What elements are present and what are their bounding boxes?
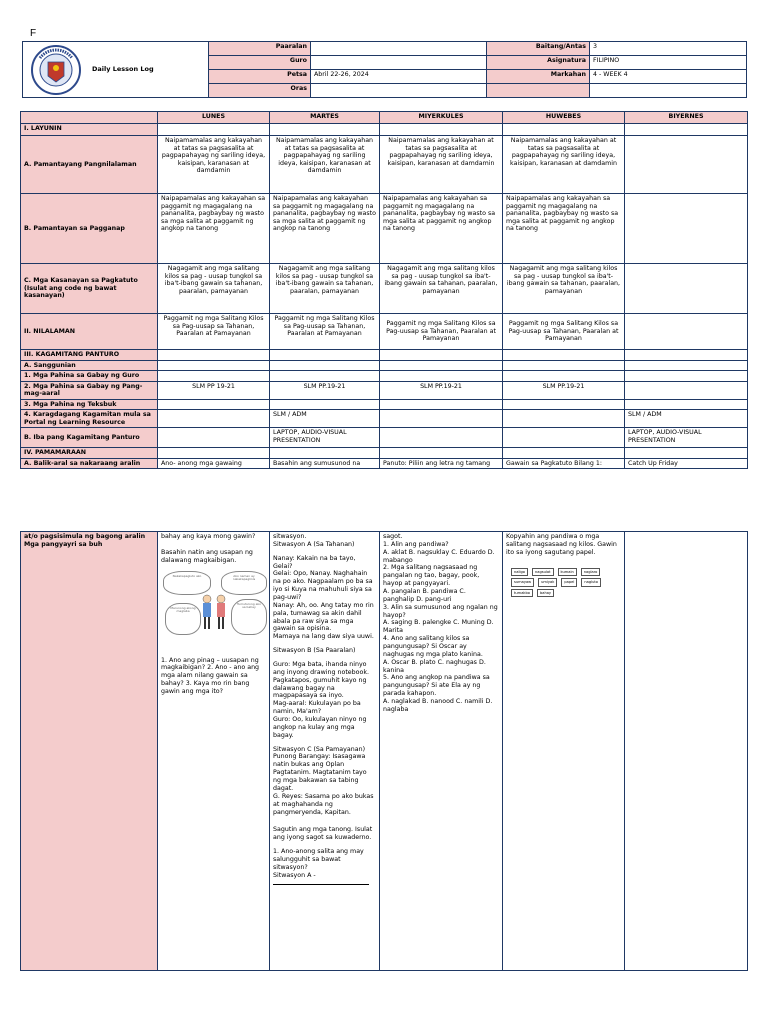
word-box: tumakbo	[511, 589, 533, 597]
empty-value	[590, 84, 747, 98]
a-miyerkules: Naipamamalas ang kakayahan at tatas sa pagsasalita at pagpapahayag ng sariling ideya, kaisipan, karanasan at damdamin	[380, 136, 503, 194]
balik-aral-label: A. Balik-aral sa nakaraang aralin	[21, 458, 158, 469]
pamantayan-pagganap-label: B. Pamantayan sa Pagganap	[21, 194, 158, 264]
word-box: nagluto	[581, 578, 601, 586]
petsa-value: Abril 22-26, 2024	[311, 70, 487, 84]
nil-huwebes: Paggamit ng mga Salitang Kilos sa Pag-uusap sa Tahanan, Paaralan at Pamayanan	[503, 314, 625, 350]
tue-sitwasyon-b-title: Sitwasyon B (Sa Paaralan)	[273, 647, 356, 655]
karag-biyernes: SLM / ADM	[625, 410, 748, 428]
day-miyerkules: MIYERKULES	[380, 112, 503, 124]
deped-seal-icon	[26, 44, 86, 96]
guro-value	[311, 56, 487, 70]
sanggunian-label: A. Sanggunian	[21, 360, 158, 371]
iba-biyernes: LAPTOP, AUDIO-VISUAL PRESENTATION	[625, 428, 748, 448]
layunin-label: I. LAYUNIN	[21, 124, 158, 136]
baitang-value: 3	[590, 42, 747, 56]
corner-cell	[21, 112, 158, 124]
tue-question: 1. Ano-anong salita ang may salungguhit sa bawat sitwasyon? Sitwasyon A -	[273, 848, 364, 879]
petsa-label: Petsa	[209, 70, 311, 84]
speech-bubble-2: Ako naman ay nakakapaglinis	[221, 571, 267, 595]
word-box: papel	[561, 578, 577, 586]
cont-biyernes	[625, 532, 748, 971]
day-biyernes: BIYERNES	[625, 112, 748, 124]
b-miyerkules: Naipapamalas ang kakayahan sa paggamit ng magagalang na pananalita, pagbaybay ng wasto sa mga salita at paggamit ng angkop na tanong	[380, 194, 503, 264]
day-martes: MARTES	[270, 112, 380, 124]
speech-bubble-1: Nakakapagluto ako	[163, 571, 211, 595]
a-lunes: Naipamamalas ang kakayahan at tatas sa pagsasalita at pagpapahayag ng sariling ideya, kaisipan, karanasan at damdamin	[158, 136, 270, 194]
header-table	[22, 41, 747, 98]
speech-bubble-3: Marunong akong maglaba	[165, 603, 201, 635]
mag-martes: SLM PP.19-21	[270, 381, 380, 399]
word-box: kumain	[558, 568, 577, 576]
a-martes: Naipamamalas ang kakayahan at tatas sa pagsasalita at pagpapahayag ng sariling ideya, kaisipan, karanasan at damdamin	[270, 136, 380, 194]
nil-martes: Paggamit ng mga Salitang Kilos sa Pag-uusap sa Tahanan, Paaralan at Pamayanan	[270, 314, 380, 350]
guro-label: Guro	[209, 56, 311, 70]
pamantayang-pangnilalaman-label: A. Pamantayang Pangnilalaman	[21, 136, 158, 194]
tue-sitwasyon-a: Nanay: Kakain na ba tayo, Gelai? Gelai: Opo, Nanay. Naghahain na po ako. Nagpaalam po ba sa iyo si Kuya na mahuhuli siya sa pag-uwi? Nanay: Ah, oo. Ang tatay mo rin pala, tumawag sa akin dahil abala pa raw siya sa mga gawain sa opisina. Mamaya na lang daw siya uuwi.	[273, 554, 374, 641]
teksbuk-label: 3. Mga Pahina ng Teksbuk	[21, 399, 158, 410]
balik-huwebes: Gawain sa Pagkatuto Bilang 1:	[503, 458, 625, 469]
gabay-mag-aaral-label: 2. Mga Pahina sa Gabay ng Pang-mag-aaral	[21, 381, 158, 399]
logo-cell	[23, 42, 209, 98]
speech-bubble-4: Tumutulong ako sa bahay	[231, 599, 267, 635]
conversation-illustration	[161, 569, 266, 649]
day-huwebes: HUWEBES	[503, 112, 625, 124]
answer-line	[273, 884, 369, 885]
paaralan-label: Paaralan	[209, 42, 311, 56]
karag-martes: SLM / ADM	[270, 410, 380, 428]
cont-miyerkules: sagot. 1. Alin ang pandiwa? A. aklat B. nagsuklay C. Eduardo D. mabango 2. Mga salitang nagsasaad ng pangalan ng tao, bagay, pook, hayop at pangyayari. A. pangalan B. pandiwa C. panghalip D. pang-uri 3. Alin sa sumusunod ang ngalan ng hayop? A. saging B. palengke C. Muning D. Marita 4. Ano ang salitang kilos sa pangungusap? Si Oscar ay naghugas ng mga plato kanina. A. Oscar B. plato C. naghugas D. kanina 5. Ano ang angkop na pandiwa sa pangungusap? Si ate Ela ay ng parada kahapon. A. naglakad B. nanood C. namili D. naglaba	[380, 532, 503, 971]
pamamaraan-label: IV. PAMAMARAAN	[21, 448, 158, 459]
kasanayan-label: C. Mga Kasanayan sa Pagkatuto (Isulat ang code ng bawat kasanayan)	[21, 264, 158, 314]
children-figures-icon	[199, 593, 229, 639]
c-miyerkules: Nagagamit ang mga salitang kilos sa pag - uusap tungkol sa iba't-ibang gawain sa tahanan, paaralan, pamayanan	[380, 264, 503, 314]
pagsisimula-label: at/o pagsisimula ng bagong aralin Mga pangyayri sa buh	[21, 532, 158, 971]
word-box: naligo	[511, 568, 528, 576]
balik-lunes: Ano- anong mga gawaing	[158, 458, 270, 469]
word-box: umiyak	[538, 578, 557, 586]
cont-huwebes	[503, 532, 625, 971]
b-martes: Naipapamalas ang kakayahan sa paggamit ng magagalang na pananalita, pagbaybay ng wasto sa mga salita at paggamit ng angkop na tanong	[270, 194, 380, 264]
markahan-label: Markahan	[487, 70, 590, 84]
markahan-value: 4 - WEEK 4	[590, 70, 747, 84]
nilalaman-label: II. NILALAMAN	[21, 314, 158, 350]
baitang-label: Baitang/Antas	[487, 42, 590, 56]
asignatura-label: Asignatura	[487, 56, 590, 70]
word-box: bahay	[537, 589, 554, 597]
oras-label: Oras	[209, 84, 311, 98]
tue-instructions: Sagutin ang mga tanong. Isulat ang iyong sagot sa kuwaderno.	[273, 826, 373, 842]
karagdagang-label: 4. Karagdagang Kagamitan mula sa Portal ng Learning Resource	[21, 410, 158, 428]
word-box: sumayaw	[511, 578, 534, 586]
balik-miyerkules: Panuto: Piliin ang letra ng tamang	[380, 458, 503, 469]
thu-instructions: Kopyahin ang pandiwa o mga salitang nagsasaad ng kilos. Gawin ito sa iyong sagutang papel.	[506, 533, 617, 556]
day-lunes: LUNES	[158, 112, 270, 124]
cont-lunes	[158, 532, 270, 971]
cont-martes	[270, 532, 380, 971]
page-mark: F	[30, 28, 37, 39]
tue-sitwasyon-c: Sitwasyon C (Sa Pamayanan) Punong Barangay: Isasagawa natin bukas ang Oplan Pagtatanim. Magtatanim tayo ng mga bakawan sa tabing dagat. G. Reyes: Sasama po ako bukas at maghahanda ng pangmeryenda, Kapitan.	[273, 745, 374, 816]
paaralan-value	[311, 42, 487, 56]
balik-martes: Basahin ang sumusunod na	[270, 458, 380, 469]
a-huwebes: Naipamamalas ang kakayahan at tatas sa pagsasalita at pagpapahayag ng sariling ideya, kaisipan, karanasan at damdamin	[503, 136, 625, 194]
c-martes: Nagagamit ang mga salitang kilos sa pag - uusap tungkol sa iba't-ibang gawain sa tahanan, paaralan, pamayanan	[270, 264, 380, 314]
word-bank	[506, 567, 621, 598]
word-box: naglaro	[581, 568, 601, 576]
oras-value	[311, 84, 487, 98]
asignatura-value: FILIPINO	[590, 56, 747, 70]
dll-title: Daily Lesson Log	[92, 64, 154, 73]
nil-lunes: Paggamit ng mga Salitang Kilos sa Pag-uusap sa Tahanan, Paaralan at Pamayanan	[158, 314, 270, 350]
continuation-table	[20, 531, 748, 971]
nil-miyerkules: Paggamit ng mga Salitang Kilos sa Pag-uusap sa Tahanan, Paaralan at Pamayanan	[380, 314, 503, 350]
tue-intro: sitwasyon. Sitwasyon A (Sa Tahanan)	[273, 533, 355, 548]
b-lunes: Naipapamalas ang kakayahan sa paggamit ng magagalang na pananalita, pagbaybay ng wasto sa mga salita at paggamit ng angkop na tanong	[158, 194, 270, 264]
mag-lunes: SLM PP 19-21	[158, 381, 270, 399]
empty-label	[487, 84, 590, 98]
iba-pang-label: B. Iba pang Kagamitang Panturo	[21, 428, 158, 448]
c-lunes: Nagagamit ang mga salitang kilos sa pag - uusap tungkol sa iba't-ibang gawain sa tahanan, paaralan, pamayanan	[158, 264, 270, 314]
kagamitan-label: III. KAGAMITANG PANTURO	[21, 350, 158, 361]
mag-huwebes: SLM PP.19-21	[503, 381, 625, 399]
lesson-table	[20, 111, 748, 469]
c-huwebes: Nagagamit ang mga salitang kilos sa pag - uusap tungkol sa iba't-ibang gawain sa tahanan, paaralan, pamayanan	[503, 264, 625, 314]
mon-instruction: Basahin natin ang usapan ng dalawang magkaibigan.	[161, 548, 253, 564]
mag-miyerkules: SLM PP.19-21	[380, 381, 503, 399]
word-box: nagsulat	[532, 568, 554, 576]
tue-sitwasyon-b: Guro: Mga bata, ihanda ninyo ang inyong drawing notebook. Pagkatapos, gumuhit kayo ng dalawang bagay na magpapasaya sa inyo. Mag-aaral: Kukulayan po ba namin, Ma'am? Guro: Oo, kukulayan ninyo ng angkop na kulay ang mga bagay.	[273, 661, 370, 739]
mon-questions: 1. Ano ang pinag – uusapan ng magkaibigan? 2. Ano - ano ang mga alam nilang gawain sa bahay? 3. Kaya mo rin bang gawin ang mga ito?	[161, 656, 260, 696]
mon-question: bahay ang kaya mong gawin?	[161, 533, 256, 540]
iba-martes: LAPTOP, AUDIO-VISUAL PRESENTATION	[270, 428, 380, 448]
b-huwebes: Naipapamalas ang kakayahan sa paggamit ng magagalang na pananalita, pagbaybay ng wasto sa mga salita at paggamit ng angkop na tanong	[503, 194, 625, 264]
balik-biyernes: Catch Up Friday	[625, 458, 748, 469]
gabay-guro-label: 1. Mga Pahina sa Gabay ng Guro	[21, 371, 158, 382]
